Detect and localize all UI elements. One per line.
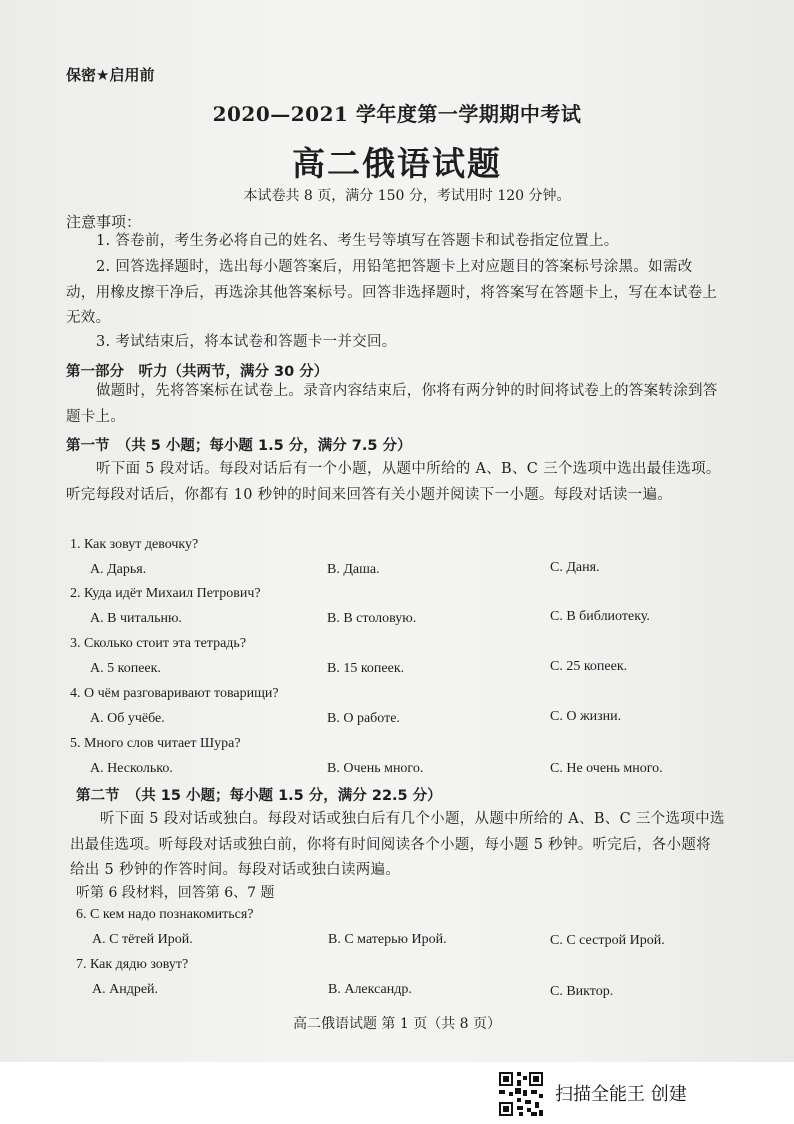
question-3: 3. Сколько стоит эта тетрадь?: [70, 636, 247, 651]
question-2: 2. Куда идёт Михаил Петрович?: [70, 586, 261, 601]
exam-info: 本试卷共 8 页，满分 150 分，考试用时 120 分钟。: [243, 188, 571, 204]
page-footer: 高二俄语试题 第 1 页（共 8 页）: [292, 1016, 502, 1032]
exam-title: 2020—2021 学年度第一学期期中考试: [212, 102, 582, 126]
q4-option-a: A. Об учёбе.: [90, 711, 165, 726]
section-one-heading: 第一节 （共 5 小题；每小题 1.5 分，满分 7.5 分）: [66, 438, 412, 454]
question-7: 7. Как дядю зовут?: [76, 957, 189, 972]
confidential-mark: 保密★启用前: [66, 66, 155, 84]
notice-item-3: 3. 考试结束后，将本试卷和答题卡一并交回。: [96, 334, 397, 350]
notice-heading: 注意事项：: [66, 213, 142, 231]
question-6: 6. С кем надо познакомиться?: [76, 907, 254, 922]
q7-option-c: C. Виктор.: [550, 984, 614, 999]
q3-option-c: C. 25 копеек.: [550, 659, 628, 674]
q2-option-c: C. В библиотеку.: [550, 609, 650, 624]
q6-option-a: A. С тётей Ирой.: [92, 932, 193, 947]
q3-option-b: B. 15 копеек.: [327, 661, 405, 676]
q2-option-b: B. В столовую.: [327, 611, 417, 626]
q5-option-c: C. Не очень много.: [550, 761, 663, 776]
q2-option-a: A. В читальню.: [90, 611, 182, 626]
section-one-intro: 听下面 5 段对话。每段对话后有一个小题，从题中所给的 A、B、C 三个选项中选出最佳选项。听完每段对话后，你都有 10 秒钟的时间来回答有关小题并阅读下一小题。每段对话读一遍。: [66, 461, 721, 503]
part-one-heading: 第一部分 听力（共两节，满分 30 分）: [66, 364, 329, 380]
q6-option-c: C. С сестрой Ирой.: [550, 933, 665, 948]
q5-option-b: B. Очень много.: [327, 761, 424, 776]
notice-item-1: 1. 答卷前，考生务必将自己的姓名、考生号等填写在答题卡和试卷指定位置上。: [96, 233, 619, 249]
q7-option-a: A. Андрей.: [92, 982, 159, 997]
subject-title: 高二俄语试题: [292, 144, 502, 183]
scanner-label: 扫描全能王 创建: [555, 1084, 687, 1105]
q6-option-b: B. С матерью Ирой.: [328, 932, 447, 947]
notice-item-2: 2. 回答选择题时，选出每小题答案后，用铅笔把答题卡上对应题目的答案标号涂黑。如需改动，用橡皮擦干净后，再选涂其他答案标号。回答非选择题时，将答案写在答题卡上，写在本试卷上无效。: [66, 259, 718, 326]
part-one-intro: 做题时，先将答案标在试卷上。录音内容结束后，你将有两分钟的时间将试卷上的答案转涂到答题卡上。: [66, 383, 718, 425]
q5-option-a: A. Несколько.: [90, 761, 173, 776]
section-two-heading: 第二节 （共 15 小题；每小题 1.5 分，满分 22.5 分）: [76, 788, 442, 804]
question-5: 5. Много слов читает Шура?: [70, 736, 241, 751]
q1-option-b: B. Даша.: [327, 562, 380, 577]
q3-option-a: A. 5 копеек.: [90, 661, 161, 676]
question-4: 4. О чём разговаривают товарищи?: [70, 686, 279, 701]
question-1: 1. Как зовут девочку?: [70, 537, 199, 552]
qr-code-icon: [497, 1070, 545, 1118]
q4-option-c: C. О жизни.: [550, 709, 622, 724]
material-note: 听第 6 段材料，回答第 6、7 题: [76, 885, 275, 901]
q1-option-c: C. Даня.: [550, 560, 600, 575]
q4-option-b: B. О работе.: [327, 711, 400, 726]
section-two-intro: 听下面 5 段对话或独白。每段对话或独白后有几个小题，从题中所给的 A、B、C 三个选项中选出最佳选项。听每段对话或独白前，你将有时间阅读各个小题，每小题 5 秒钟。听完后，各小题将给出 5 秒钟的作答时间。每段对话或独白读两遍。: [70, 811, 725, 878]
q7-option-b: B. Александр.: [328, 982, 412, 997]
q1-option-a: A. Дарья.: [90, 562, 147, 577]
